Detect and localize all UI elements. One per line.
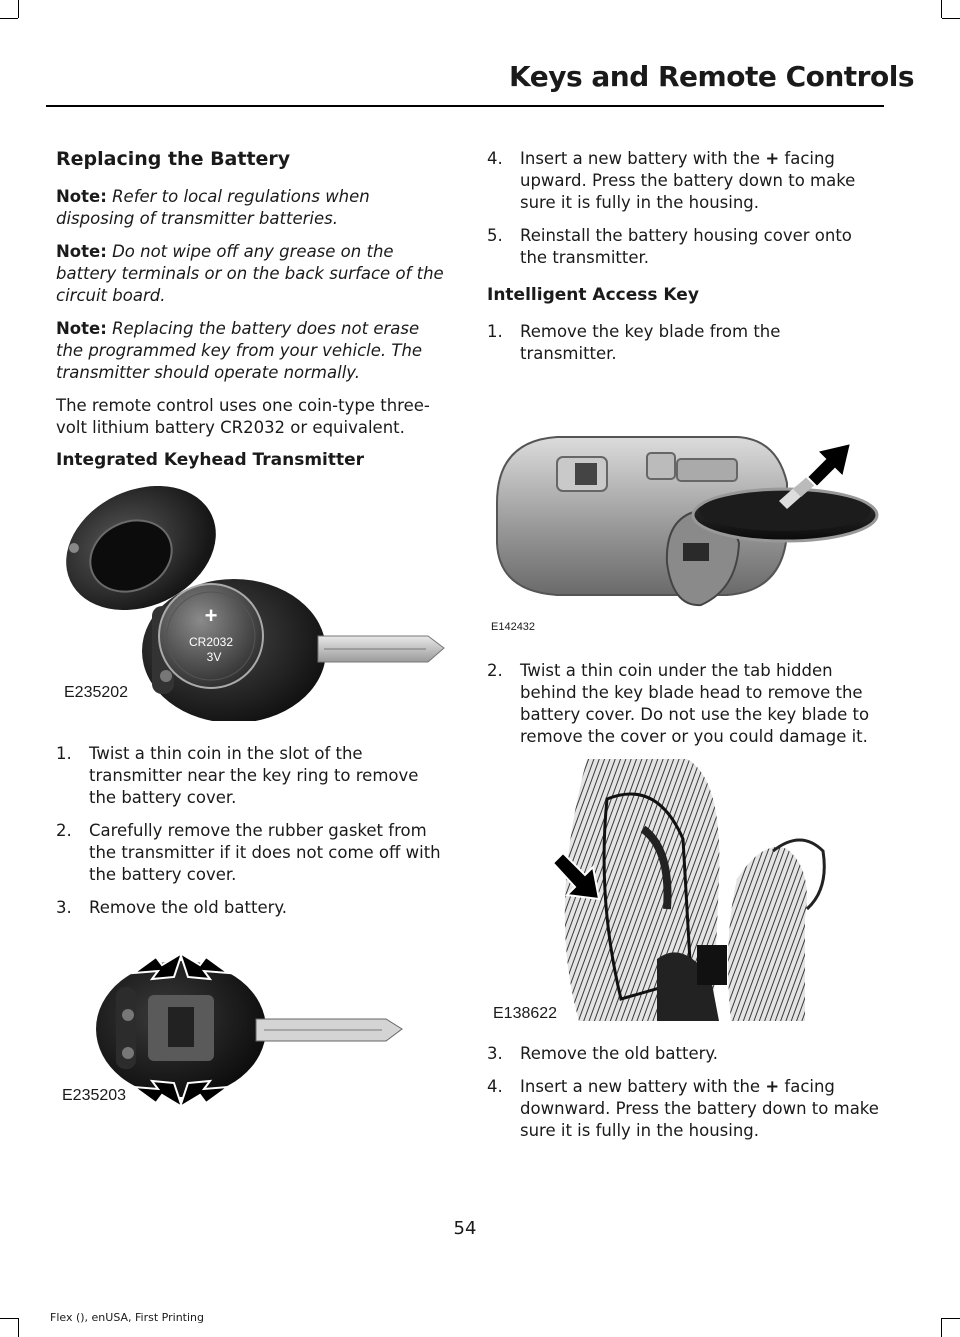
step-text: Remove the key blade from the transmitter. bbox=[520, 322, 781, 363]
list-item bbox=[487, 1043, 879, 1065]
step-number: 3. bbox=[56, 898, 72, 917]
step-text: Reinstall the battery housing cover onto the transmitter. bbox=[520, 226, 852, 267]
step-number: 2. bbox=[487, 661, 503, 680]
step-number: 5. bbox=[487, 226, 503, 245]
note bbox=[56, 241, 448, 307]
step-number: 3. bbox=[487, 1044, 503, 1063]
steps-list bbox=[56, 743, 448, 919]
step-number: 4. bbox=[487, 149, 503, 168]
figure-keyhead-battery bbox=[56, 486, 448, 721]
battery-volt-label: 3V bbox=[206, 650, 222, 664]
step-text-pre: Insert a new battery with the bbox=[520, 149, 766, 168]
crop-mark bbox=[0, 1318, 18, 1319]
note-text: Do not wipe off any grease on the battery terminals or on the back surface of the circuit board. bbox=[56, 242, 444, 305]
key-blade-removal-illustration bbox=[487, 393, 879, 638]
edition-label: Flex (), enUSA, First Printing bbox=[50, 1311, 204, 1324]
section-heading: Replacing the Battery bbox=[56, 148, 291, 170]
steps-list bbox=[487, 148, 879, 269]
list-item bbox=[56, 897, 448, 919]
crop-mark bbox=[18, 0, 19, 18]
crop-mark bbox=[941, 0, 942, 18]
step-text-post: facing downward. Press the battery down to make sure it is fully in the housing. bbox=[520, 1077, 879, 1140]
step-text: Carefully remove the rubber gasket from the transmitter if it does not come off with the battery cover. bbox=[89, 821, 441, 884]
figure-code: E235203 bbox=[62, 1087, 127, 1104]
note-label: Note: bbox=[56, 187, 107, 206]
plus-symbol: + bbox=[765, 1077, 780, 1096]
steps-list bbox=[487, 321, 879, 365]
crop-mark bbox=[941, 1318, 942, 1337]
crop-mark bbox=[942, 1318, 960, 1319]
note-label: Note: bbox=[56, 242, 107, 261]
plus-symbol: + bbox=[765, 149, 780, 168]
battery-model-label: CR2032 bbox=[188, 635, 234, 649]
crop-mark bbox=[0, 18, 18, 19]
page-number: 54 bbox=[453, 1218, 477, 1239]
note-text: Replacing the battery does not erase the programmed key from your vehicle. The transmitter should operate normally. bbox=[56, 319, 423, 382]
note bbox=[56, 318, 448, 384]
list-item bbox=[487, 148, 879, 214]
list-item bbox=[487, 321, 879, 365]
step-number: 1. bbox=[487, 322, 503, 341]
subheading: Integrated Keyhead Transmitter bbox=[56, 450, 365, 470]
steps-list bbox=[487, 1043, 879, 1142]
step-text-post: facing upward. Press the battery down to make sure it is fully in the housing. bbox=[520, 149, 856, 212]
step-text: Twist a thin coin in the slot of the transmitter near the key ring to remove the battery cover. bbox=[89, 744, 419, 807]
intro-paragraph: The remote control uses one coin-type three-volt lithium battery CR2032 or equivalent. bbox=[56, 396, 430, 437]
list-item bbox=[56, 820, 448, 886]
crop-mark bbox=[18, 1318, 19, 1337]
figure-key-blade-removal bbox=[487, 393, 879, 638]
figure-code: E235202 bbox=[64, 684, 129, 701]
step-text: Twist a thin coin under the tab hidden behind the key blade head to remove the battery cover. Do not use the key blade to remove the cover or you could damage it. bbox=[520, 661, 870, 746]
list-item bbox=[487, 660, 879, 748]
crop-mark bbox=[942, 18, 960, 19]
figure-code: E142432 bbox=[491, 621, 536, 633]
step-text: Remove the old battery. bbox=[520, 1044, 719, 1063]
step-number: 2. bbox=[56, 821, 72, 840]
figure-cover-removal bbox=[487, 759, 879, 1021]
header-rule bbox=[46, 105, 884, 107]
note bbox=[56, 186, 448, 230]
note-label: Note: bbox=[56, 319, 107, 338]
right-column bbox=[487, 148, 879, 1153]
steps-list bbox=[487, 660, 879, 748]
step-text-pre: Insert a new battery with the bbox=[520, 1077, 766, 1096]
left-column bbox=[56, 148, 448, 1122]
figure-code: E138622 bbox=[493, 1005, 558, 1022]
step-number: 1. bbox=[56, 744, 72, 763]
list-item bbox=[56, 743, 448, 809]
subheading: Intelligent Access Key bbox=[487, 285, 699, 305]
list-item bbox=[487, 225, 879, 269]
battery-plus-symbol: + bbox=[204, 603, 218, 628]
figure-gasket-removal bbox=[56, 947, 448, 1122]
step-number: 4. bbox=[487, 1077, 503, 1096]
note-text: Refer to local regulations when disposing of transmitter batteries. bbox=[56, 187, 370, 228]
list-item bbox=[487, 1076, 879, 1142]
cover-removal-illustration bbox=[487, 759, 879, 1021]
step-text: Remove the old battery. bbox=[89, 898, 288, 917]
page-title: Keys and Remote Controls bbox=[509, 60, 914, 93]
